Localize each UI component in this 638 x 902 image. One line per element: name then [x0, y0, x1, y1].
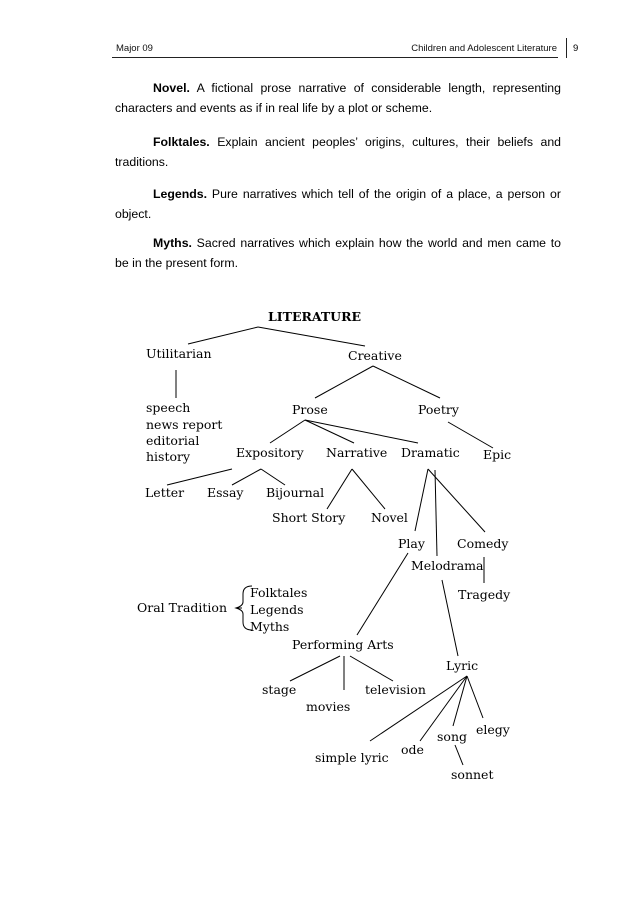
node-comedy: Comedy: [457, 536, 509, 551]
line-play-performing-arts: [357, 553, 408, 635]
line-creative-poetry: [373, 366, 440, 398]
node-news-report: news report: [146, 417, 223, 432]
term-folktales: Folktales.: [153, 135, 210, 149]
node-melodrama: Melodrama: [411, 558, 484, 573]
node-movies: movies: [306, 699, 351, 714]
node-editorial: editorial: [146, 433, 200, 448]
node-speech: speech: [146, 400, 191, 415]
line-narrative-novel: [352, 469, 385, 509]
node-expository: Expository: [236, 445, 304, 460]
line-song-sonnet: [455, 745, 463, 765]
node-history: history: [146, 449, 191, 464]
node-poetry: Poetry: [418, 402, 459, 417]
line-performing-stage: [290, 656, 340, 681]
line-expository-essay: [232, 469, 261, 485]
node-legends: Legends: [250, 602, 304, 617]
node-narrative: Narrative: [326, 445, 388, 460]
line-dramatic-play: [415, 469, 428, 531]
node-dramatic: Dramatic: [401, 445, 460, 460]
node-sonnet: sonnet: [451, 767, 494, 782]
node-play: Play: [398, 536, 425, 551]
line-expository-bijournal: [261, 469, 285, 485]
text-novel: A fictional prose narrative of considerable length, representing characters and events as if in real life by a plot or scheme.: [115, 81, 561, 115]
node-television: television: [365, 682, 426, 697]
node-stage: stage: [262, 682, 297, 697]
term-myths: Myths.: [153, 236, 192, 250]
node-lyric: Lyric: [446, 658, 479, 673]
line-prose-dramatic: [305, 420, 418, 443]
line-literature-creative: [258, 327, 365, 346]
line-literature-utilitarian: [188, 327, 258, 344]
text-legends: Pure narratives which tell of the origin of a place, a person or object.: [115, 187, 561, 221]
term-legends: Legends.: [153, 187, 207, 201]
line-prose-expository: [270, 420, 305, 443]
line-narrative-shortstory: [327, 469, 352, 509]
node-performing-arts: Performing Arts: [292, 637, 394, 652]
node-tragedy: Tragedy: [458, 587, 511, 602]
node-bijournal: Bijournal: [266, 485, 325, 500]
node-utilitarian: Utilitarian: [146, 346, 212, 361]
node-essay: Essay: [207, 485, 244, 500]
text-folktales: Explain ancient peoples’ origins, cultures, their beliefs and traditions.: [115, 135, 561, 169]
line-prose-narrative: [305, 420, 354, 443]
node-ode: ode: [401, 742, 424, 757]
header-course: Major 09: [116, 43, 153, 54]
node-myths: Myths: [250, 619, 290, 634]
node-literature: LITERATURE: [268, 309, 361, 324]
node-oral-tradition: Oral Tradition: [137, 600, 228, 615]
line-melodrama-lyric: [442, 580, 458, 656]
text-myths: Sacred narratives which explain how the world and men came to be in the present form.: [115, 236, 561, 270]
term-novel: Novel.: [153, 81, 190, 95]
node-folktales: Folktales: [250, 585, 308, 600]
line-expository-letter: [167, 469, 232, 485]
node-epic: Epic: [483, 447, 512, 462]
page-number: 9: [573, 43, 579, 54]
node-prose: Prose: [292, 402, 328, 417]
node-simple-lyric: simple lyric: [315, 750, 389, 765]
node-song: song: [437, 729, 467, 744]
node-creative: Creative: [348, 348, 402, 363]
line-creative-prose: [315, 366, 373, 398]
line-dramatic-melodrama: [435, 470, 437, 556]
node-novel: Novel: [371, 510, 408, 525]
node-elegy: elegy: [476, 722, 510, 737]
line-performing-television: [350, 656, 393, 681]
line-lyric-elegy: [467, 676, 483, 718]
node-letter: Letter: [145, 485, 185, 500]
node-short-story: Short Story: [272, 510, 346, 525]
header-subject: Children and Adolescent Literature: [411, 43, 557, 54]
